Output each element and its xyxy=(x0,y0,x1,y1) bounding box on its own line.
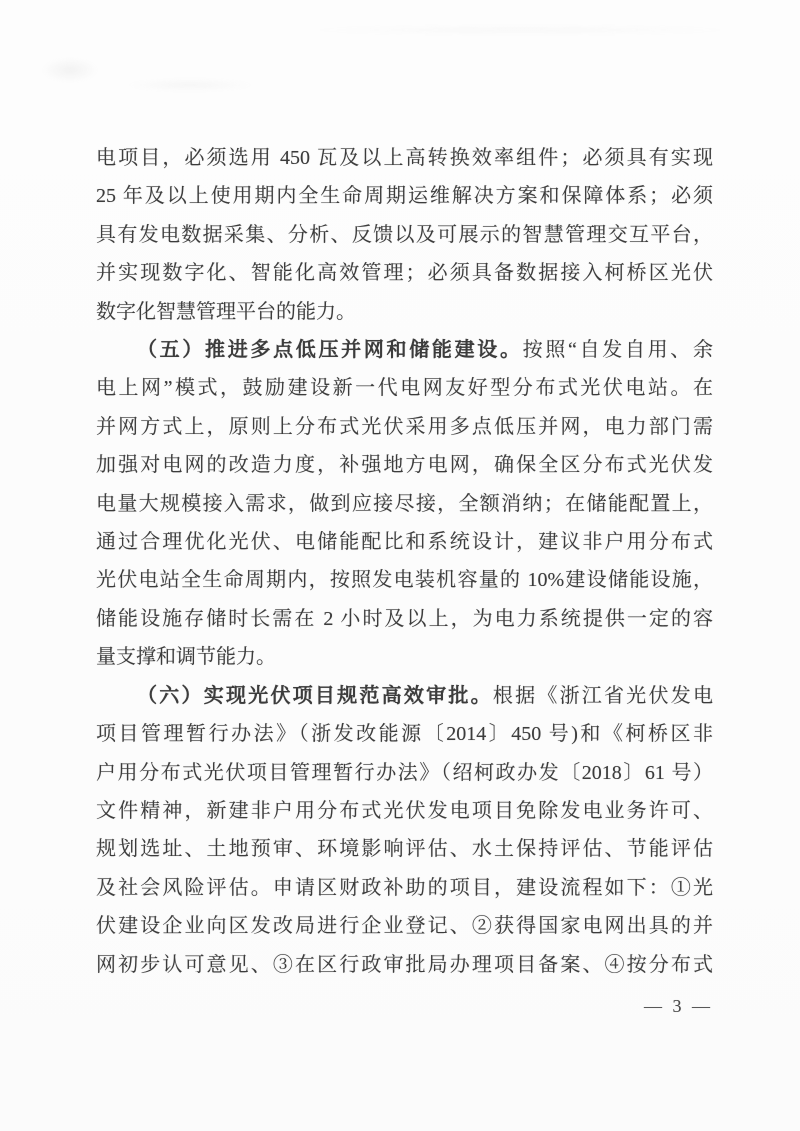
section-5-heading-line xyxy=(96,331,713,369)
paragraph-line: 量支撑和调节能力。 xyxy=(96,646,276,669)
paragraph-line: 通过合理优化光伏、电储能配比和系统设计，建议非户用分布式 xyxy=(96,531,713,554)
paragraph-line: 伏建设企业向区发改局进行企业登记、②获得国家电网出具的并 xyxy=(96,915,713,938)
paragraph-line: 25 年及以上使用期内全生命周期运维解决方案和保障体系；必须 xyxy=(96,185,713,208)
paragraph-line: 储能设施存储时长需在 2 小时及以上，为电力系统提供一定的容 xyxy=(96,607,713,630)
paragraph-line: 户用分布式光伏项目管理暂行办法》（绍柯政办发〔2018〕61 号） xyxy=(96,761,713,784)
paragraph-line: 加强对电网的改造力度，补强地方电网，确保全区分布式光伏发 xyxy=(96,454,713,477)
paragraph-line: 规划选址、土地预审、环境影响评估、水土保持评估、节能评估 xyxy=(96,838,713,861)
section-6-heading-line xyxy=(96,677,713,715)
paragraph-line: 电量大规模接入需求，做到应接尽接，全额消纳；在储能配置上， xyxy=(96,492,713,515)
paragraph-line: 项目管理暂行办法》（浙发改能源〔2014〕450 号)和《柯桥区非 xyxy=(96,723,713,746)
paragraph-line: 具有发电数据采集、分析、反馈以及可展示的智慧管理交互平台， xyxy=(96,223,713,246)
paragraph-line: 及社会风险评估。申请区财政补助的项目，建设流程如下：①光 xyxy=(96,876,713,899)
paragraph-text: 根据《浙江省光伏发电 xyxy=(492,684,714,707)
paragraph-text: 按照“自发自用、余 xyxy=(522,339,713,362)
paragraph-line: 文件精神，新建非户用分布式光伏发电项目免除发电业务许可、 xyxy=(96,799,713,822)
section-5-heading: （五）推进多点低压并网和储能建设。 xyxy=(137,339,523,362)
paragraph-line: 光伏电站全生命周期内，按照发电装机容量的 10%建设储能设施， xyxy=(96,569,713,592)
scan-artifact xyxy=(0,0,800,110)
paragraph-line: 并网方式上，原则上分布式光伏采用多点低压并网，电力部门需 xyxy=(96,415,713,438)
paragraph-line: 并实现数字化、智能化高效管理；必须具备数据接入柯桥区光伏 xyxy=(96,262,713,285)
document-body xyxy=(96,139,713,984)
section-6-heading: （六）实现光伏项目规范高效审批。 xyxy=(137,684,493,707)
paragraph-line: 电项目，必须选用 450 瓦及以上高转换效率组件；必须具有实现 xyxy=(96,147,713,169)
paragraph-line: 数字化智慧管理平台的能力。 xyxy=(96,300,356,323)
paragraph-line: 网初步认可意见、③在区行政审批局办理项目备案、④按分布式 xyxy=(96,953,713,976)
paragraph-line: 电上网”模式，鼓励建设新一代电网友好型分布式光伏电站。在 xyxy=(96,377,713,400)
page-number: — 3 — xyxy=(644,996,713,1016)
